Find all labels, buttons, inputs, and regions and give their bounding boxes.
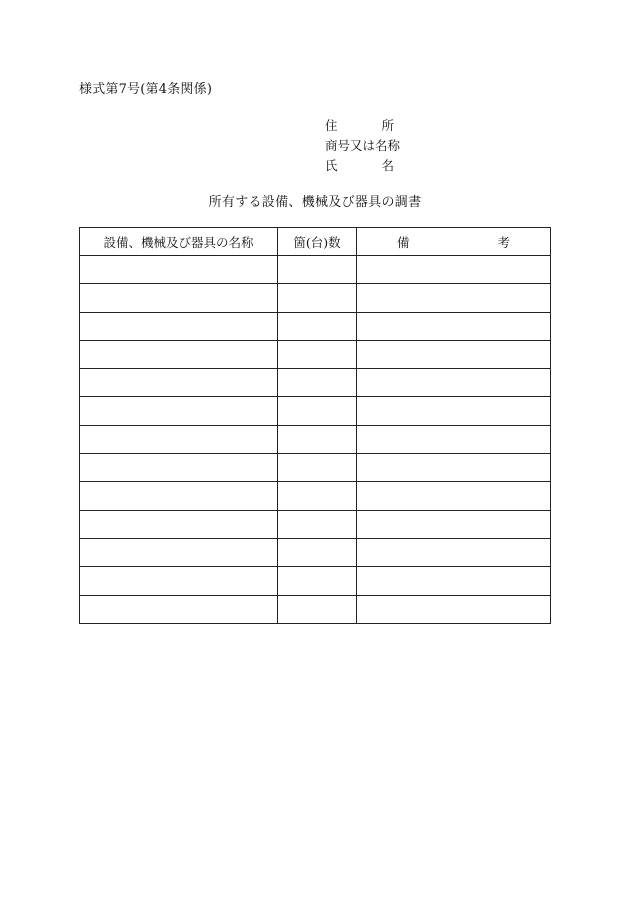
cell-quantity[interactable] [278,312,357,340]
cell-notes[interactable] [357,567,551,595]
table-row [80,538,551,566]
cell-notes[interactable] [357,510,551,538]
address-label-char-2: 所 [381,118,394,133]
address-label-char-1: 住 [325,118,338,133]
cell-name[interactable] [80,369,278,397]
document-title: 所有する設備、機械及び器具の調書 [208,195,422,210]
cell-name[interactable] [80,510,278,538]
cell-quantity[interactable] [278,510,357,538]
cell-name[interactable] [80,454,278,482]
cell-notes[interactable] [357,312,551,340]
cell-name[interactable] [80,312,278,340]
cell-notes[interactable] [357,482,551,510]
cell-notes[interactable] [357,256,551,284]
cell-name[interactable] [80,340,278,368]
cell-quantity[interactable] [278,538,357,566]
cell-quantity[interactable] [278,482,357,510]
name-label-char-2: 名 [381,158,394,173]
cell-notes[interactable] [357,454,551,482]
table-body [80,256,551,624]
cell-quantity[interactable] [278,284,357,312]
table-row [80,312,551,340]
table-row [80,397,551,425]
table-row [80,454,551,482]
cell-quantity[interactable] [278,425,357,453]
cell-notes[interactable] [357,397,551,425]
header-notes-char-2: 考 [497,234,510,250]
cell-quantity[interactable] [278,454,357,482]
table-row [80,256,551,284]
cell-notes[interactable] [357,425,551,453]
table-row [80,567,551,595]
header-quantity: 箇(台)数 [278,228,357,256]
cell-name[interactable] [80,595,278,623]
header-notes [357,228,551,256]
header-equipment-name: 設備、機械及び器具の名称 [80,228,278,256]
cell-name[interactable] [80,256,278,284]
table-row [80,425,551,453]
cell-notes[interactable] [357,284,551,312]
cell-quantity[interactable] [278,256,357,284]
cell-notes[interactable] [357,595,551,623]
cell-name[interactable] [80,425,278,453]
table-header-row [80,228,551,256]
cell-notes[interactable] [357,369,551,397]
table-row [80,369,551,397]
name-label-char-1: 氏 [325,158,338,173]
cell-name[interactable] [80,284,278,312]
cell-quantity[interactable] [278,567,357,595]
header-notes-char-1: 備 [397,234,410,250]
trade-name-label [325,136,401,156]
table-row [80,340,551,368]
cell-quantity[interactable] [278,397,357,425]
cell-name[interactable] [80,482,278,510]
table-row [80,510,551,538]
cell-name[interactable] [80,397,278,425]
form-number: 様式第7号(第4条関係) [79,82,213,97]
address-label [325,116,394,136]
cell-quantity[interactable] [278,595,357,623]
table-row [80,482,551,510]
cell-quantity[interactable] [278,340,357,368]
trade-name-label-text: 商号又は名称 [325,138,401,153]
cell-notes[interactable] [357,538,551,566]
table-row [80,284,551,312]
cell-name[interactable] [80,567,278,595]
name-label [325,156,394,176]
cell-quantity[interactable] [278,369,357,397]
cell-notes[interactable] [357,340,551,368]
table-row [80,595,551,623]
equipment-inventory-table [79,227,551,624]
cell-name[interactable] [80,538,278,566]
applicant-info [325,116,415,176]
